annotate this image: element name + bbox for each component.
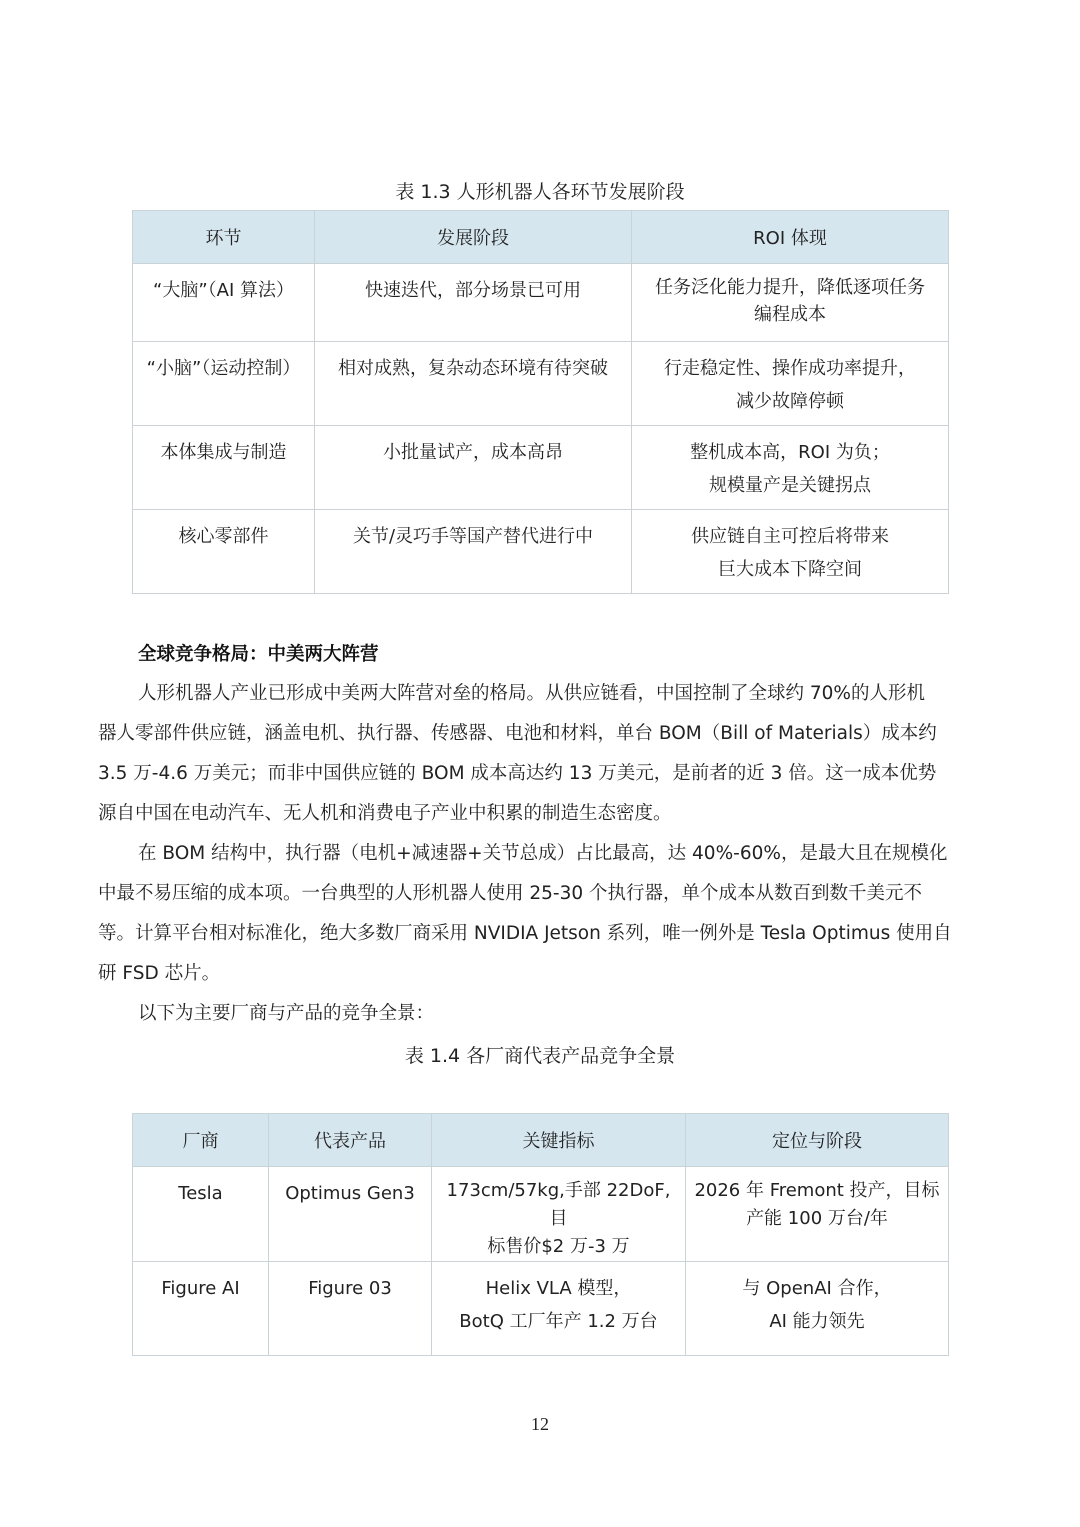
table-row	[133, 342, 949, 426]
position-cell	[686, 1167, 949, 1262]
section-heading: 全球竞争格局：中美两大阵营	[138, 644, 379, 665]
paragraph-line: 中最不易压缩的成本项。一台典型的人形机器人使用 25-30 个执行器，单个成本从数百到数千美元不	[98, 883, 923, 904]
roi-line: 巨大成本下降空间	[718, 559, 862, 580]
roi-line: 供应链自主可控后将带来	[691, 526, 889, 547]
column-header-metrics: 关键指标	[432, 1114, 686, 1167]
position-cell	[686, 1262, 949, 1356]
table-header-row	[133, 1114, 949, 1167]
paragraph-line: 源自中国在电动汽车、无人机和消费电子产业中积累的制造生态密度。	[98, 803, 672, 824]
roi-line: 减少故障停顿	[736, 391, 844, 412]
stage-cell: 相对成熟，复杂动态环境有待突破	[315, 342, 632, 426]
table-1-3	[132, 210, 949, 594]
paragraph-line: 研 FSD 芯片。	[98, 963, 221, 984]
table-row	[133, 264, 949, 342]
segment-cell: “小脑”（运动控制）	[133, 342, 315, 426]
stage-cell: 小批量试产，成本高昂	[315, 426, 632, 510]
vendor-cell: Figure AI	[133, 1262, 269, 1356]
position-line: 与 OpenAI 合作，	[742, 1278, 892, 1299]
metrics-line: BotQ 工厂年产 1.2 万台	[459, 1311, 658, 1332]
table-1-3-caption: 表 1.3 人形机器人各环节发展阶段	[395, 181, 685, 203]
paragraph-line: 器人零部件供应链，涵盖电机、执行器、传感器、电池和材料，单台 BOM（Bill of Materials）成本约	[98, 723, 937, 744]
paragraph-line: 在 BOM 结构中，执行器（电机+减速器+关节总成）占比最高，达 40%-60%，是最大且在规模化	[138, 843, 948, 864]
roi-line: 编程成本	[754, 304, 826, 325]
roi-cell	[632, 426, 949, 510]
paragraph-intro	[98, 994, 982, 1034]
position-line: 2026 年 Fremont 投产，目标	[694, 1180, 940, 1201]
column-header-stage: 发展阶段	[315, 211, 632, 264]
position-line: AI 能力领先	[769, 1311, 865, 1332]
paragraph-supply-chain	[98, 674, 982, 834]
page-number: 12	[531, 1414, 549, 1434]
roi-line: 整机成本高，ROI 为负；	[690, 442, 890, 463]
table-row	[133, 510, 949, 594]
stage-cell: 快速迭代，部分场景已可用	[315, 264, 632, 342]
paragraph-line: 人形机器人产业已形成中美两大阵营对垒的格局。从供应链看，中国控制了全球约 70%的人形机	[138, 683, 926, 704]
segment-cell: 本体集成与制造	[133, 426, 315, 510]
roi-cell	[632, 342, 949, 426]
table-row	[133, 1262, 949, 1356]
metrics-line: 173cm/57kg,手部 22DoF,目	[446, 1180, 671, 1229]
product-cell: Optimus Gen3	[269, 1167, 432, 1262]
vendor-cell: Tesla	[133, 1167, 269, 1262]
roi-cell	[632, 264, 949, 342]
column-header-segment: 环节	[133, 211, 315, 264]
stage-cell: 关节/灵巧手等国产替代进行中	[315, 510, 632, 594]
paragraph-line: 以下为主要厂商与产品的竞争全景：	[138, 1003, 435, 1024]
paragraph-line: 等。计算平台相对标准化，绝大多数厂商采用 NVIDIA Jetson 系列，唯一例外是 Tesla Optimus 使用自	[98, 923, 952, 944]
product-cell: Figure 03	[269, 1262, 432, 1356]
roi-cell	[632, 510, 949, 594]
roi-line: 行走稳定性、操作成功率提升，	[664, 358, 916, 379]
column-header-position: 定位与阶段	[686, 1114, 949, 1167]
segment-cell: “大脑”（AI 算法）	[133, 264, 315, 342]
metrics-line: Helix VLA 模型，	[485, 1278, 632, 1299]
table-row	[133, 1167, 949, 1262]
metrics-cell	[432, 1262, 686, 1356]
paragraph-line: 3.5 万-4.6 万美元；而非中国供应链的 BOM 成本高达约 13 万美元，是前者的近 3 倍。这一成本优势	[98, 763, 937, 784]
table-row	[133, 426, 949, 510]
roi-line: 任务泛化能力提升，降低逐项任务	[655, 277, 925, 298]
paragraph-bom	[98, 834, 982, 994]
table-1-4-caption: 表 1.4 各厂商代表产品竞争全景	[404, 1045, 676, 1067]
table-1-4	[132, 1113, 949, 1356]
table-header-row	[133, 211, 949, 264]
metrics-line: 标售价$2 万-3 万	[487, 1236, 630, 1257]
segment-cell: 核心零部件	[133, 510, 315, 594]
column-header-roi: ROI 体现	[632, 211, 949, 264]
column-header-product: 代表产品	[269, 1114, 432, 1167]
metrics-cell	[432, 1167, 686, 1262]
roi-line: 规模量产是关键拐点	[709, 475, 871, 496]
position-line: 产能 100 万台/年	[746, 1208, 888, 1229]
column-header-vendor: 厂商	[133, 1114, 269, 1167]
